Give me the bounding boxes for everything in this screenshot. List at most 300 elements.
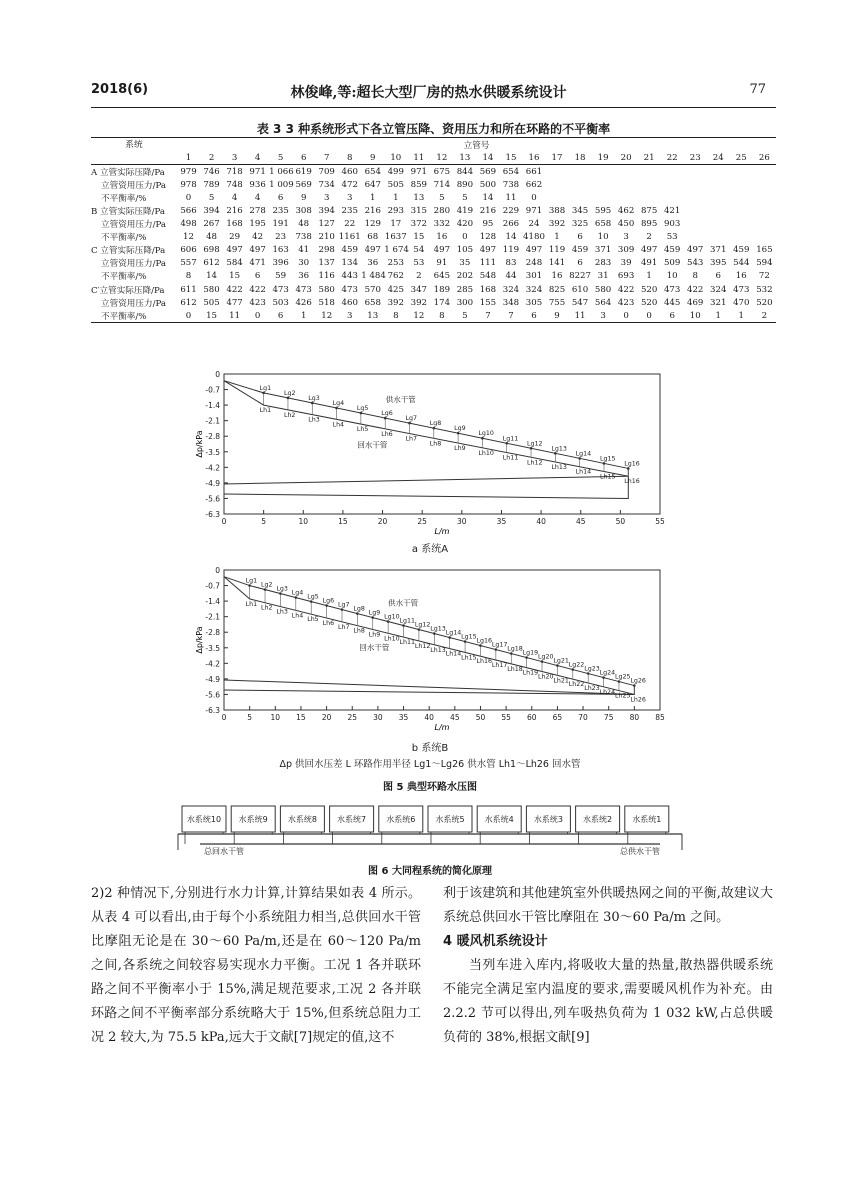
riser-point	[525, 656, 528, 659]
table-cell: 309	[617, 245, 635, 256]
supply-main-label: 供水干管	[385, 395, 416, 405]
x-tick-label: 35	[496, 517, 507, 526]
y-tick-label: 0	[215, 566, 220, 575]
table-cell: 8	[384, 309, 407, 323]
table-cell: 8	[430, 309, 453, 323]
riser-label-return: Lh1	[245, 600, 258, 608]
table-cell: 22	[344, 219, 356, 230]
riser-label-return: Lh8	[429, 440, 442, 448]
table-cell: 595	[594, 206, 612, 217]
riser-point	[335, 407, 338, 410]
riser-label-supply: Lg16	[624, 460, 640, 468]
left-column	[91, 882, 421, 1050]
table-cell: 36	[367, 258, 379, 269]
table-cell: 423	[617, 297, 635, 308]
table-cell: 48	[298, 219, 310, 230]
table-cell: 443	[341, 271, 358, 282]
table-cell: 520	[640, 297, 658, 308]
table-cell: 174	[433, 297, 451, 308]
table-cell: 5	[462, 192, 468, 203]
table-row	[91, 283, 776, 296]
riser-point	[464, 640, 467, 643]
table-cell: 321	[710, 297, 727, 308]
riser-label-supply: Lg14	[445, 629, 462, 637]
table-cell: 566	[180, 206, 197, 217]
table-cell: 24	[528, 219, 540, 230]
table-row	[91, 296, 776, 309]
table-row	[91, 309, 776, 323]
table-cell: 890	[456, 179, 474, 190]
riser-label-supply: Lg1	[245, 577, 258, 585]
table-cell: 470	[733, 297, 750, 308]
y-tick-label: -5.6	[205, 690, 220, 700]
table-cell: 469	[687, 297, 704, 308]
system-box-label: 水系统6	[386, 815, 416, 824]
table-cell: 7	[476, 309, 499, 323]
table-cell: 0	[177, 309, 200, 323]
table-cell: 15	[200, 309, 223, 323]
table-cell: 129	[364, 219, 381, 230]
table3-col-18: 18	[569, 151, 592, 165]
riser-label-return: Lh15	[599, 473, 616, 481]
table-cell	[753, 191, 776, 204]
table-cell: 738	[295, 232, 312, 243]
table-cell: 141	[548, 258, 566, 269]
table-cell: 580	[203, 284, 220, 295]
table-cell: 0	[246, 309, 269, 323]
x-tick-label: 5	[247, 713, 253, 722]
table-cell	[615, 191, 638, 204]
x-tick-label: 55	[655, 517, 665, 526]
y-tick-label: -0.7	[205, 581, 220, 591]
riser-point	[287, 397, 290, 400]
table-cell: 971	[410, 166, 428, 177]
table-cell: 155	[479, 297, 497, 308]
table-cell: 11	[569, 309, 592, 323]
riser-label-return: Lh4	[291, 612, 304, 620]
table-cell: 195	[249, 219, 266, 230]
table3-col-10: 10	[384, 151, 407, 165]
y-tick-label: -2.8	[205, 432, 220, 442]
riser-label-return: Lh20	[538, 673, 554, 681]
table-cell: 396	[272, 258, 289, 269]
table-cell: 518	[318, 297, 335, 308]
table-cell: 324	[502, 284, 520, 295]
table3-col-24: 24	[707, 151, 730, 165]
table-cell: 13	[413, 192, 425, 203]
table-cell: 420	[456, 219, 474, 230]
x-tick-label: 20	[377, 517, 388, 526]
riser-label-return: Lh9	[368, 631, 381, 639]
y-axis-label: Δp/kPa	[195, 626, 204, 654]
table-cell: 17	[390, 219, 402, 230]
table-cell: 1 009	[269, 179, 294, 190]
table-cell: 301	[525, 271, 543, 282]
y-tick-label: -6.3	[205, 510, 220, 519]
table-cell	[661, 191, 684, 204]
riser-label-return: Lh16	[476, 658, 492, 666]
x-tick-label: 70	[578, 713, 588, 722]
table-cell: 1	[292, 309, 315, 323]
table-cell: 10	[684, 309, 707, 323]
table-cell: 332	[433, 219, 451, 230]
table-cell	[684, 231, 707, 244]
table3-row-label: 不平衡率/%	[101, 272, 147, 283]
riser-point	[402, 624, 405, 627]
table-cell: 755	[548, 297, 566, 308]
table3-col-12: 12	[430, 151, 453, 165]
y-tick-label: -2.8	[205, 628, 220, 638]
table-cell: 10	[666, 271, 678, 282]
table-cell: 612	[180, 297, 197, 308]
riser-label-supply: Lg13	[430, 625, 446, 633]
x-tick-label: 45	[450, 713, 460, 722]
riser-point	[360, 412, 363, 415]
table-cell: 748	[226, 179, 243, 190]
table-cell: 15	[229, 271, 241, 282]
table3-row-label: 立管资用压力/Pa	[101, 259, 166, 270]
table-cell: 978	[180, 179, 197, 190]
table-cell	[638, 178, 661, 191]
table-cell: 548	[479, 271, 497, 282]
riser-point	[627, 467, 630, 470]
riser-point	[387, 620, 390, 623]
table-cell: 293	[387, 206, 404, 217]
table-cell	[615, 165, 638, 179]
riser-point	[541, 660, 544, 663]
table-cell: 168	[226, 219, 243, 230]
table-cell: 473	[341, 284, 358, 295]
table-cell: 509	[663, 258, 681, 269]
table3-row-label: 不平衡率/%	[101, 193, 147, 204]
x-tick-label: 5	[261, 517, 267, 526]
right-paragraph-2: 当列车进入库内,将吸收大量的热量,散热器供暖系统不能完全满足室内温度的要求,需要暖风机作为补充。由 2.2.2 节可以得出,列车吸热负荷为 1 032 kW,占总供暖负荷的 38%,根据文献[9]	[443, 958, 773, 1045]
riser-label-return: Lh6	[381, 430, 393, 438]
riser-point	[602, 676, 605, 679]
table-cell: 163	[272, 245, 289, 256]
table3-col-3: 3	[223, 151, 246, 165]
table-cell: 298	[318, 245, 335, 256]
table-cell: 422	[617, 284, 635, 295]
table-cell: 189	[433, 284, 451, 295]
riser-point	[481, 437, 484, 440]
riser-label-supply: Lg9	[454, 425, 466, 433]
riser-point	[356, 612, 359, 615]
x-tick-label: 50	[475, 713, 486, 722]
right-column	[443, 882, 773, 1050]
table-cell: 29	[229, 232, 241, 243]
table3-col-23: 23	[684, 151, 707, 165]
table3-row-label: A 立管实际压降/Pa	[91, 167, 165, 178]
table-cell: 5	[453, 309, 476, 323]
x-axis-label: L/m	[434, 527, 450, 536]
table-cell: 472	[341, 179, 358, 190]
table3-title: 表 3 3 种系统形式下各立管压降、资用压力和所在环路的不平衡率	[256, 122, 611, 136]
table-cell	[546, 178, 569, 191]
table-cell	[661, 165, 684, 179]
table-cell: 1161	[338, 232, 361, 243]
system-box-label: 水系统5	[435, 815, 465, 824]
table-cell	[592, 165, 615, 179]
table-cell: 762	[387, 271, 404, 282]
table-cell: 971	[525, 206, 543, 217]
table-cell: 392	[387, 297, 404, 308]
table-cell: 1 484	[361, 271, 386, 282]
table-cell: 718	[226, 166, 243, 177]
table-cell: 675	[433, 166, 451, 177]
system-box-label: 水系统3	[533, 815, 563, 824]
y-tick-label: -1.4	[205, 401, 220, 411]
chart-a-caption: a 系统A	[411, 544, 449, 555]
table-cell: 48	[206, 232, 218, 243]
section-heading-4: 4 暖风机系统设计	[443, 934, 548, 949]
x-tick-label: 15	[296, 713, 306, 722]
x-tick-label: 55	[501, 713, 511, 722]
table-cell: 543	[687, 258, 704, 269]
table-cell	[592, 178, 615, 191]
table-cell: 305	[525, 297, 543, 308]
riser-point	[418, 628, 421, 631]
table-cell: 345	[571, 206, 589, 217]
table3-row-label: 不平衡率/%	[91, 309, 177, 323]
riser-point	[371, 616, 374, 619]
riser-point	[578, 457, 581, 460]
riser-point	[279, 592, 282, 595]
table-cell	[707, 204, 730, 217]
table-cell: 266	[502, 219, 520, 230]
table-cell: 6	[522, 309, 545, 323]
table-cell: 14	[482, 192, 494, 203]
riser-label-supply: Lg3	[276, 585, 288, 593]
table-cell: 825	[548, 284, 566, 295]
table-cell: 267	[203, 219, 220, 230]
table3-col-16: 16	[522, 151, 545, 165]
table-cell: 1	[393, 192, 399, 203]
x-tick-label: 20	[321, 713, 332, 722]
table-cell: 392	[410, 297, 428, 308]
running-header	[91, 82, 766, 104]
table-cell: 6	[661, 309, 684, 323]
table-cell: 248	[525, 258, 543, 269]
table-cell: 137	[318, 258, 335, 269]
table-cell: 903	[663, 219, 681, 230]
table-cell: 44	[505, 271, 517, 282]
table-cell: 3	[592, 309, 615, 323]
y-tick-label: -2.1	[205, 416, 220, 426]
fig6-caption: 图 6 大同程系统的简化原理	[368, 866, 492, 877]
riser-point	[341, 608, 344, 611]
riser-label-supply: Lg15	[599, 455, 616, 463]
x-tick-label: 10	[298, 517, 309, 526]
table-cell: 7	[499, 309, 522, 323]
table-cell: 459	[571, 245, 589, 256]
table-cell: 324	[525, 284, 543, 295]
table-cell: 216	[226, 206, 243, 217]
issue-number: 2018(6)	[91, 82, 149, 97]
table-cell: 477	[226, 297, 243, 308]
table-cell	[569, 178, 592, 191]
x-tick-label: 35	[398, 713, 409, 722]
x-tick-label: 30	[457, 517, 467, 526]
riser-label-return: Lh5	[356, 426, 369, 434]
table-cell: 1 674	[384, 245, 409, 256]
riser-label-return: Lh11	[502, 454, 519, 462]
total-supply-label: 总供水干管	[620, 847, 660, 856]
table-cell: 859	[410, 179, 428, 190]
table-cell: 42	[252, 232, 264, 243]
y-tick-label: -3.5	[205, 643, 220, 653]
table-cell: 580	[594, 284, 612, 295]
table-cell	[684, 178, 707, 191]
table-cell	[730, 231, 753, 244]
riser-point	[572, 668, 575, 671]
system-box-label: 水系统7	[337, 815, 367, 824]
riser-label-supply: Lg13	[551, 445, 567, 453]
table-cell	[569, 165, 592, 179]
table-cell: 422	[226, 284, 243, 295]
riser-label-supply: Lg2	[261, 581, 273, 589]
table3-col-13: 13	[453, 151, 476, 165]
riser-label-supply: Lg5	[307, 593, 319, 601]
table3-row-label: 立管资用压力/Pa	[101, 180, 166, 191]
table-cell: 419	[456, 206, 474, 217]
table-cell: 2	[753, 309, 776, 323]
riser-point	[618, 680, 621, 683]
riser-label-supply: Lg12	[414, 621, 431, 629]
y-tick-label: -4.9	[205, 674, 220, 684]
riser-label-return: Lh6	[322, 620, 335, 627]
table-cell: 394	[203, 206, 220, 217]
table-cell: 459	[733, 245, 750, 256]
y-tick-label: -3.5	[205, 447, 220, 457]
table-cell: 662	[525, 179, 543, 190]
table-cell: 10	[597, 232, 609, 243]
x-tick-label: 40	[536, 517, 546, 526]
table-cell: 35	[459, 258, 471, 269]
x-tick-label: 40	[424, 713, 434, 722]
table3-row-label: 不平衡率/%	[101, 233, 147, 244]
table3-row-label: B 立管实际压降/Pa	[91, 207, 166, 218]
riser-point	[310, 600, 313, 603]
table-cell: 1 066	[269, 166, 294, 177]
table-cell: 654	[502, 166, 520, 177]
table-cell	[569, 191, 592, 204]
riser-point	[530, 447, 533, 450]
table-cell: 497	[479, 245, 497, 256]
table-row	[91, 257, 776, 270]
table-cell: 11	[223, 309, 246, 323]
y-tick-label: -2.1	[205, 612, 220, 622]
table-cell	[730, 204, 753, 217]
riser-point	[448, 636, 451, 639]
table-cell: 128	[479, 232, 497, 243]
table-cell: 285	[456, 284, 474, 295]
table-cell: 5	[208, 192, 215, 203]
table-cell	[730, 191, 753, 204]
table-cell: 165	[756, 245, 773, 256]
table-cell: 532	[756, 284, 773, 295]
system-box-label: 水系统10	[186, 815, 222, 824]
riser-label-return: Lh12	[527, 459, 543, 467]
table-cell: 844	[456, 166, 474, 177]
riser-label-return: Lh5	[307, 616, 319, 624]
table-cell: 658	[594, 219, 612, 230]
table-cell: 41	[298, 245, 310, 256]
table-cell: 6	[715, 271, 721, 282]
riser-point	[408, 422, 411, 425]
table-row	[91, 231, 776, 244]
table3-col-25: 25	[730, 151, 753, 165]
table-cell: 619	[295, 166, 312, 177]
y-tick-label: -5.6	[205, 494, 220, 504]
table-cell: 0	[185, 192, 192, 203]
table-cell: 119	[548, 245, 566, 256]
x-tick-label: 0	[221, 713, 227, 722]
table3-row-label: 立管资用压力/Pa	[101, 220, 166, 231]
table-cell: 6	[254, 271, 261, 282]
table-cell: 500	[479, 179, 497, 190]
table-cell: 473	[733, 284, 750, 295]
return-main-label: 回水干管	[357, 440, 388, 450]
table-cell: 134	[341, 258, 358, 269]
table-cell: 2	[646, 232, 652, 243]
riser-label-supply: Lg8	[429, 420, 442, 428]
riser-label-supply: Lg4	[332, 400, 345, 407]
table-cell: 11	[505, 192, 517, 203]
table-cell: 497	[640, 245, 658, 256]
table-cell: 460	[341, 297, 358, 308]
table-cell	[615, 178, 638, 191]
table-cell: 491	[640, 258, 658, 269]
table-cell: 372	[410, 219, 428, 230]
riser-label-supply: Lg11	[399, 617, 416, 625]
table-cell: 0	[615, 309, 638, 323]
table-row	[91, 191, 776, 204]
table-cell: 8227	[569, 271, 591, 282]
riser-label-supply: Lg5	[356, 405, 369, 413]
table-cell: 210	[318, 232, 335, 243]
table-cell: 3	[323, 192, 330, 203]
x-tick-label: 0	[221, 517, 227, 526]
riser-label-supply: Lg10	[478, 430, 494, 438]
table-cell: 1	[646, 271, 652, 282]
table-cell: 12	[183, 232, 194, 243]
table-cell: 498	[180, 219, 197, 230]
riser-label-supply: Lg11	[502, 435, 519, 443]
riser-point	[479, 644, 482, 647]
table-cell	[684, 204, 707, 217]
table-cell: 371	[594, 245, 612, 256]
table-cell: 315	[410, 206, 428, 217]
table-cell: 12	[315, 309, 338, 323]
y-tick-label: -4.2	[205, 659, 220, 669]
total-return-label: 总回水干管	[204, 847, 244, 856]
table-cell: 3	[347, 192, 353, 203]
table-cell: 658	[364, 297, 381, 308]
table-cell: 520	[640, 284, 658, 295]
supply-tail-line	[224, 476, 628, 484]
table-cell: 388	[548, 206, 566, 217]
supply-main-label: 供水干管	[388, 598, 419, 608]
riser-label-supply: Lg18	[507, 645, 523, 653]
table-cell: 4	[231, 192, 238, 203]
y-tick-label: -6.3	[205, 706, 220, 715]
table-cell: 661	[525, 166, 543, 177]
riser-label-return: Lh14	[445, 650, 462, 658]
y-tick-label: -1.4	[205, 597, 220, 607]
riser-label-supply: Lg25	[614, 673, 631, 681]
riser-point	[633, 684, 636, 687]
